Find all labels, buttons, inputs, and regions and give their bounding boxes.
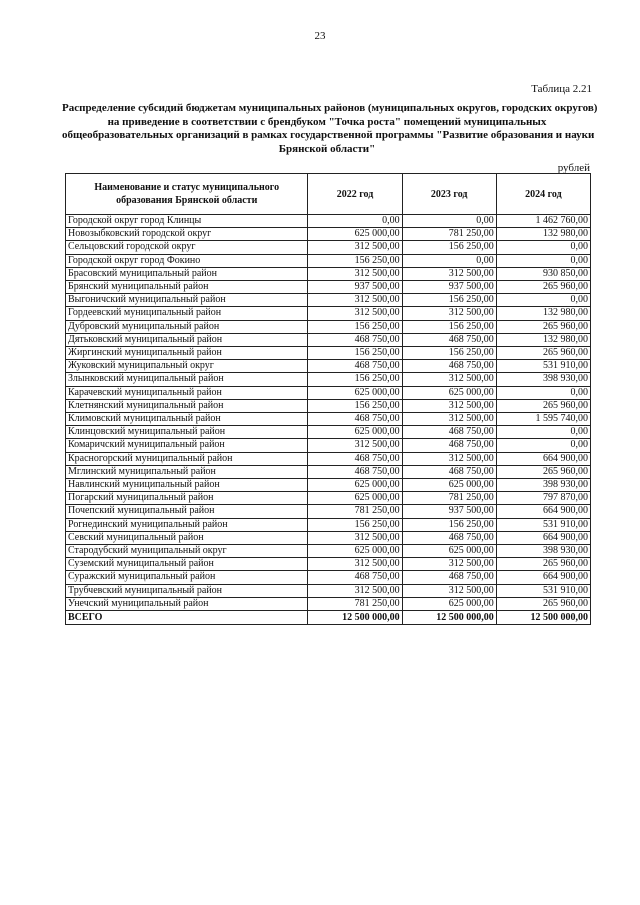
value-2023: 312 500,00 <box>402 267 496 280</box>
value-2022: 468 750,00 <box>308 452 402 465</box>
municipality-name: Трубчевский муниципальный район <box>66 584 308 597</box>
header-2023: 2023 год <box>402 174 496 215</box>
value-2022: 937 500,00 <box>308 281 402 294</box>
value-2024: 265 960,00 <box>496 320 590 333</box>
table-row <box>66 452 591 465</box>
total-label: ВСЕГО <box>66 611 308 625</box>
municipality-name: Климовский муниципальный район <box>66 413 308 426</box>
value-2022: 312 500,00 <box>308 267 402 280</box>
value-2022: 156 250,00 <box>308 399 402 412</box>
value-2023: 937 500,00 <box>402 505 496 518</box>
value-2023: 156 250,00 <box>402 294 496 307</box>
municipality-name: Клетнянский муниципальный район <box>66 399 308 412</box>
title-line: на приведение в соответствии с брендбуком "Точка роста" помещений муниципальных <box>107 115 547 128</box>
value-2022: 468 750,00 <box>308 571 402 584</box>
municipality-name: Новозыбковский городской округ <box>66 228 308 241</box>
value-2023: 0,00 <box>402 215 496 228</box>
municipality-name: Суражский муниципальный район <box>66 571 308 584</box>
value-2022: 625 000,00 <box>308 386 402 399</box>
value-2022: 156 250,00 <box>308 254 402 267</box>
table-label: Таблица 2.21 <box>531 83 592 95</box>
value-2023: 312 500,00 <box>402 373 496 386</box>
value-2023: 312 500,00 <box>402 307 496 320</box>
table-row <box>66 413 591 426</box>
value-2024: 0,00 <box>496 241 590 254</box>
value-2022: 468 750,00 <box>308 333 402 346</box>
value-2022: 468 750,00 <box>308 465 402 478</box>
municipality-name: Жиргинский муниципальный район <box>66 347 308 360</box>
value-2024: 265 960,00 <box>496 465 590 478</box>
value-2022: 156 250,00 <box>308 373 402 386</box>
value-2022: 312 500,00 <box>308 294 402 307</box>
header-2024: 2024 год <box>496 174 590 215</box>
document-title <box>62 102 598 156</box>
value-2022: 468 750,00 <box>308 360 402 373</box>
municipality-name: Клинцовский муниципальный район <box>66 426 308 439</box>
total-2024: 12 500 000,00 <box>496 611 590 625</box>
value-2024: 265 960,00 <box>496 347 590 360</box>
municipality-name: Городской округ город Клинцы <box>66 215 308 228</box>
value-2024: 531 910,00 <box>496 518 590 531</box>
value-2023: 625 000,00 <box>402 386 496 399</box>
value-2024: 1 462 760,00 <box>496 215 590 228</box>
table-row <box>66 267 591 280</box>
page-number: 23 <box>314 30 326 42</box>
value-2023: 156 250,00 <box>402 241 496 254</box>
municipality-name: Карачевский муниципальный район <box>66 386 308 399</box>
value-2023: 0,00 <box>402 254 496 267</box>
value-2023: 625 000,00 <box>402 545 496 558</box>
value-2023: 468 750,00 <box>402 333 496 346</box>
value-2022: 312 500,00 <box>308 307 402 320</box>
table-row <box>66 241 591 254</box>
header-2022: 2022 год <box>308 174 402 215</box>
table-row <box>66 492 591 505</box>
value-2022: 625 000,00 <box>308 426 402 439</box>
subsidy-table <box>65 173 591 625</box>
municipality-name: Злынковский муниципальный район <box>66 373 308 386</box>
value-2022: 0,00 <box>308 215 402 228</box>
municipality-name: Стародубский муниципальный округ <box>66 545 308 558</box>
value-2022: 625 000,00 <box>308 479 402 492</box>
table-row <box>66 294 591 307</box>
table-row <box>66 399 591 412</box>
value-2024: 132 980,00 <box>496 333 590 346</box>
table-row <box>66 505 591 518</box>
value-2023: 468 750,00 <box>402 465 496 478</box>
municipality-name: Суземский муниципальный район <box>66 558 308 571</box>
value-2023: 937 500,00 <box>402 281 496 294</box>
value-2024: 0,00 <box>496 254 590 267</box>
value-2024: 664 900,00 <box>496 505 590 518</box>
value-2024: 265 960,00 <box>496 281 590 294</box>
municipality-name: Комаричский муниципальный район <box>66 439 308 452</box>
table-row <box>66 320 591 333</box>
value-2023: 468 750,00 <box>402 426 496 439</box>
value-2022: 781 250,00 <box>308 505 402 518</box>
table-row <box>66 426 591 439</box>
value-2023: 468 750,00 <box>402 439 496 452</box>
value-2022: 468 750,00 <box>308 413 402 426</box>
value-2022: 312 500,00 <box>308 531 402 544</box>
municipality-name: Рогнединский муниципальный район <box>66 518 308 531</box>
table-row <box>66 597 591 610</box>
value-2023: 468 750,00 <box>402 531 496 544</box>
municipality-name: Дубровский муниципальный район <box>66 320 308 333</box>
value-2024: 1 595 740,00 <box>496 413 590 426</box>
value-2024: 664 900,00 <box>496 531 590 544</box>
table-row <box>66 307 591 320</box>
title-line: общеобразовательных организаций в рамках государственной программы "Развитие образования и науки <box>62 129 595 141</box>
value-2024: 930 850,00 <box>496 267 590 280</box>
title-line: Брянской области" <box>278 142 376 155</box>
value-2022: 781 250,00 <box>308 597 402 610</box>
table-row <box>66 545 591 558</box>
table-row <box>66 558 591 571</box>
table-row <box>66 479 591 492</box>
title-line: Распределение субсидий бюджетам муниципальных районов (муниципальных округов, городских округов) <box>62 102 598 114</box>
municipality-name: Брасовский муниципальный район <box>66 267 308 280</box>
table-row <box>66 518 591 531</box>
value-2023: 156 250,00 <box>402 518 496 531</box>
value-2023: 625 000,00 <box>402 597 496 610</box>
value-2022: 156 250,00 <box>308 518 402 531</box>
municipality-name: Брянский муниципальный район <box>66 281 308 294</box>
value-2022: 312 500,00 <box>308 558 402 571</box>
value-2024: 797 870,00 <box>496 492 590 505</box>
municipality-name: Почепский муниципальный район <box>66 505 308 518</box>
table-row <box>66 531 591 544</box>
table-row <box>66 333 591 346</box>
value-2024: 531 910,00 <box>496 360 590 373</box>
table-row <box>66 215 591 228</box>
value-2024: 531 910,00 <box>496 584 590 597</box>
municipality-name: Унечский муниципальный район <box>66 597 308 610</box>
value-2022: 312 500,00 <box>308 241 402 254</box>
value-2024: 398 930,00 <box>496 479 590 492</box>
value-2024: 0,00 <box>496 439 590 452</box>
value-2023: 781 250,00 <box>402 492 496 505</box>
table-row <box>66 360 591 373</box>
value-2023: 468 750,00 <box>402 571 496 584</box>
header-name: Наименование и статус муниципального образования Брянской области <box>66 174 308 215</box>
total-2023: 12 500 000,00 <box>402 611 496 625</box>
municipality-name: Дятьковский муниципальный район <box>66 333 308 346</box>
value-2024: 398 930,00 <box>496 373 590 386</box>
value-2024: 132 980,00 <box>496 307 590 320</box>
value-2024: 132 980,00 <box>496 228 590 241</box>
municipality-name: Погарский муниципальный район <box>66 492 308 505</box>
municipality-name: Городской округ город Фокино <box>66 254 308 267</box>
value-2023: 625 000,00 <box>402 479 496 492</box>
municipality-name: Жуковский муниципальный округ <box>66 360 308 373</box>
value-2024: 265 960,00 <box>496 597 590 610</box>
table-row <box>66 584 591 597</box>
value-2023: 312 500,00 <box>402 399 496 412</box>
table-header-row <box>66 174 591 215</box>
value-2023: 312 500,00 <box>402 413 496 426</box>
value-2024: 0,00 <box>496 294 590 307</box>
municipality-name: Севский муниципальный район <box>66 531 308 544</box>
value-2022: 625 000,00 <box>308 492 402 505</box>
value-2024: 0,00 <box>496 386 590 399</box>
municipality-name: Навлинский муниципальный район <box>66 479 308 492</box>
municipality-name: Выгоничский муниципальный район <box>66 294 308 307</box>
total-row <box>66 611 591 625</box>
value-2022: 312 500,00 <box>308 439 402 452</box>
table-row <box>66 373 591 386</box>
municipality-name: Красногорский муниципальный район <box>66 452 308 465</box>
table-row <box>66 281 591 294</box>
value-2024: 265 960,00 <box>496 558 590 571</box>
units-label: рублей <box>557 162 590 174</box>
value-2023: 468 750,00 <box>402 360 496 373</box>
table-row <box>66 571 591 584</box>
municipality-name: Сельцовский городской округ <box>66 241 308 254</box>
table-row <box>66 228 591 241</box>
value-2024: 398 930,00 <box>496 545 590 558</box>
table-body <box>66 215 591 611</box>
table-row <box>66 439 591 452</box>
value-2022: 625 000,00 <box>308 228 402 241</box>
value-2022: 625 000,00 <box>308 545 402 558</box>
municipality-name: Гордеевский муниципальный район <box>66 307 308 320</box>
total-2022: 12 500 000,00 <box>308 611 402 625</box>
municipality-name: Мглинский муниципальный район <box>66 465 308 478</box>
table-row <box>66 386 591 399</box>
value-2023: 312 500,00 <box>402 558 496 571</box>
value-2024: 664 900,00 <box>496 452 590 465</box>
value-2023: 156 250,00 <box>402 320 496 333</box>
value-2023: 312 500,00 <box>402 584 496 597</box>
table-row <box>66 465 591 478</box>
value-2024: 0,00 <box>496 426 590 439</box>
value-2024: 664 900,00 <box>496 571 590 584</box>
table-row <box>66 347 591 360</box>
value-2022: 156 250,00 <box>308 347 402 360</box>
value-2024: 265 960,00 <box>496 399 590 412</box>
value-2023: 156 250,00 <box>402 347 496 360</box>
value-2022: 312 500,00 <box>308 584 402 597</box>
value-2022: 156 250,00 <box>308 320 402 333</box>
table-row <box>66 254 591 267</box>
value-2023: 781 250,00 <box>402 228 496 241</box>
value-2023: 312 500,00 <box>402 452 496 465</box>
